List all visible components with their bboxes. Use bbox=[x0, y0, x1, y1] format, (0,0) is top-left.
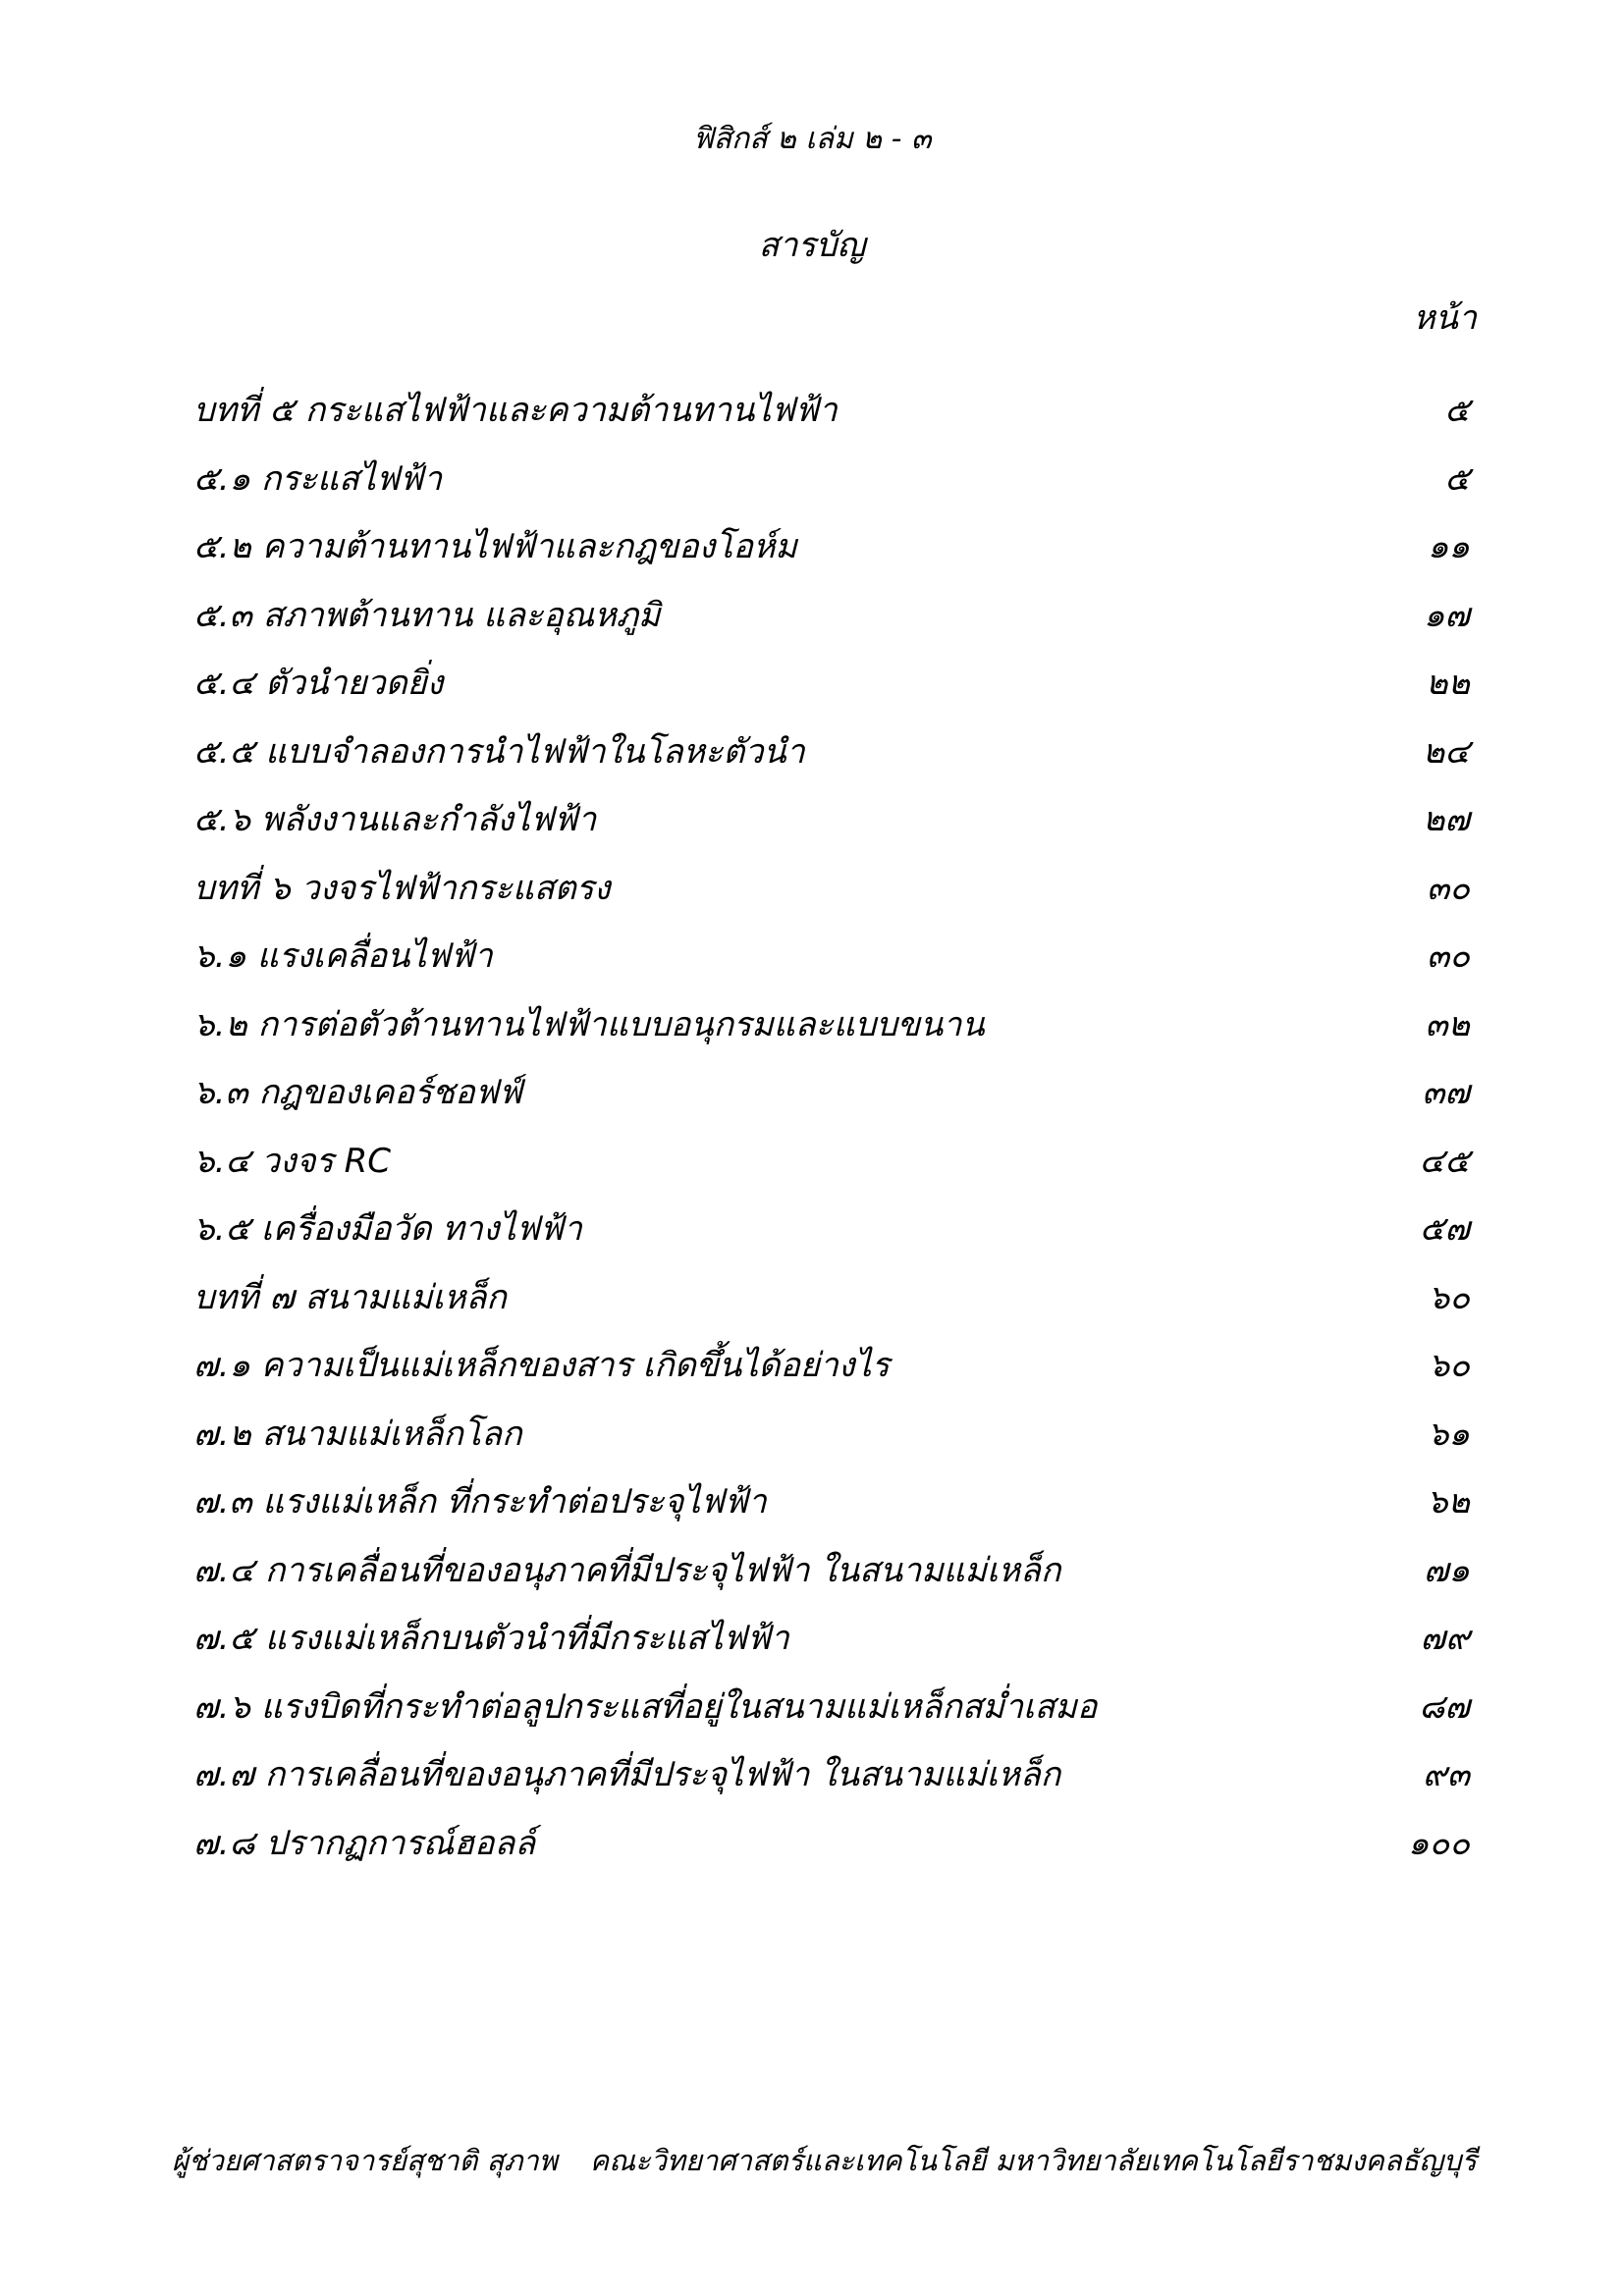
toc-entry-page: ๓๗ bbox=[1422, 1073, 1470, 1112]
toc-entry-page: ๑๑ bbox=[1427, 527, 1470, 566]
toc-entry-title: ๕.๓ สภาพต้านทาน และอุณหภูมิ bbox=[193, 596, 661, 635]
toc-entry-title: ๗.๓ แรงแม่เหล็ก ที่กระทำต่อประจุไฟฟ้า bbox=[193, 1482, 767, 1522]
toc-entry-page: ๖๒ bbox=[1427, 1482, 1470, 1522]
toc-entry-page: ๖๐ bbox=[1428, 1346, 1470, 1385]
toc-entry bbox=[0, 1134, 1624, 1202]
toc-entry-title: ๕.๕ แบบจำลองการนำไฟฟ้าในโลหะตัวนำ bbox=[193, 732, 805, 772]
toc-entry bbox=[0, 929, 1624, 997]
toc-entry-page: ๙๓ bbox=[1422, 1755, 1470, 1794]
toc-entry-title: ๗.๘ ปรากฏการณ์ฮอลล์ bbox=[193, 1824, 536, 1863]
toc-entry-page: ๕ bbox=[1444, 459, 1470, 499]
toc-entry bbox=[0, 1543, 1624, 1612]
toc-entry-page: ๖๑ bbox=[1427, 1415, 1470, 1454]
toc-entry-title: ๖.๔ วงจร RC bbox=[193, 1142, 391, 1181]
toc-entry bbox=[0, 997, 1624, 1066]
toc-entry-page: ๕ bbox=[1444, 391, 1470, 430]
toc-entry-page: ๓๐ bbox=[1427, 869, 1470, 908]
page-column-label: หน้า bbox=[1413, 298, 1477, 338]
toc-entry-title: บทที่ ๗ สนามแม่เหล็ก bbox=[193, 1278, 507, 1317]
toc-entry-title: ๖.๕ เครื่องมือวัด ทางไฟฟ้า bbox=[193, 1209, 582, 1249]
toc-entry-page: ๒๒ bbox=[1426, 664, 1470, 703]
toc-entry bbox=[0, 588, 1624, 657]
page-title: สารบัญ bbox=[758, 226, 866, 265]
toc-entry-title: ๗.๖ แรงบิดที่กระทำต่อลูปกระแสที่อยู่ในสนามแม่เหล็กสม่ำเสมอ bbox=[193, 1687, 1098, 1727]
toc-entry-title: ๕.๑ กระแสไฟฟ้า bbox=[193, 459, 443, 499]
toc-entry-page: ๔๕ bbox=[1419, 1142, 1470, 1181]
toc-entry-page: ๑๗ bbox=[1423, 596, 1470, 635]
toc-entry bbox=[0, 1338, 1624, 1407]
toc-entry bbox=[0, 1611, 1624, 1680]
toc-entry bbox=[0, 1680, 1624, 1748]
toc-entry-title: บทที่ ๕ กระแสไฟฟ้าและความต้านทานไฟฟ้า bbox=[193, 391, 838, 430]
toc-entry-page: ๒๔ bbox=[1422, 732, 1470, 772]
toc-entry bbox=[0, 861, 1624, 930]
toc-entry bbox=[0, 1816, 1624, 1885]
toc-entry-title: ๗.๕ แรงแม่เหล็กบนตัวนำที่มีกระแสไฟฟ้า bbox=[193, 1619, 789, 1658]
toc-entry bbox=[0, 452, 1624, 520]
toc-entry bbox=[0, 724, 1624, 793]
toc-entry-title: ๕.๖ พลังงานและกำลังไฟฟ้า bbox=[193, 800, 597, 839]
toc-entry-page: ๓๒ bbox=[1425, 1005, 1470, 1044]
toc-entry bbox=[0, 1201, 1624, 1270]
toc-entry-title: ๖.๓ กฎของเคอร์ชอฟฟ์ bbox=[193, 1073, 522, 1112]
toc-entry-title: ๕.๔ ตัวนำยวดยิ่ง bbox=[193, 664, 444, 703]
toc-entry-title: บทที่ ๖ วงจรไฟฟ้ากระแสตรง bbox=[193, 869, 611, 908]
toc-entry-title: ๖.๑ แรงเคลื่อนไฟฟ้า bbox=[193, 936, 493, 976]
toc-entry bbox=[0, 1407, 1624, 1475]
toc-entry-title: ๖.๒ การต่อตัวต้านทานไฟฟ้าแบบอนุกรมและแบบขนาน bbox=[193, 1005, 985, 1044]
toc-entry bbox=[0, 383, 1624, 452]
toc-entry-page: ๒๗ bbox=[1423, 800, 1470, 839]
toc-entry-title: ๗.๗ การเคลื่อนที่ของอนุภาคที่มีประจุไฟฟ้า ในสนามแม่เหล็ก bbox=[193, 1755, 1061, 1794]
toc-entry-page: ๘๗ bbox=[1419, 1687, 1470, 1727]
toc-entry bbox=[0, 656, 1624, 724]
toc-entry bbox=[0, 1270, 1624, 1339]
toc-entry bbox=[0, 792, 1624, 861]
toc-entry bbox=[0, 1474, 1624, 1543]
toc-entry-page: ๗๙ bbox=[1420, 1619, 1470, 1658]
toc-entry-title: ๗.๔ การเคลื่อนที่ของอนุภาคที่มีประจุไฟฟ้า ในสนามแม่เหล็ก bbox=[193, 1551, 1061, 1590]
footer-institution: คณะวิทยาศาสตร์และเทคโนโลยี มหาวิทยาลัยเทคโนโลยีราชมงคลธัญบุรี bbox=[589, 2144, 1477, 2177]
toc-entry-title: ๗.๒ สนามแม่เหล็กโลก bbox=[193, 1415, 522, 1454]
toc-entry-page: ๓๐ bbox=[1427, 936, 1470, 976]
toc-entry-title: ๕.๒ ความต้านทานไฟฟ้าและกฎของโอห์ม bbox=[193, 527, 797, 566]
toc-entry bbox=[0, 1747, 1624, 1816]
toc-entry bbox=[0, 1065, 1624, 1134]
running-header: ฟิสิกส์ ๒ เล่ม ๒ - ๓ bbox=[692, 122, 932, 156]
toc-entry bbox=[0, 519, 1624, 588]
toc-entry-page: ๕๗ bbox=[1419, 1209, 1470, 1249]
footer-author: ผู้ช่วยศาสตราจารย์สุชาติ สุภาพ bbox=[172, 2144, 558, 2177]
toc-entry-page: ๗๑ bbox=[1423, 1551, 1470, 1590]
toc-entry-title: ๗.๑ ความเป็นแม่เหล็กของสาร เกิดขึ้นได้อย่างไร bbox=[193, 1346, 890, 1385]
toc-entry-page: ๖๐ bbox=[1428, 1278, 1470, 1317]
toc-entry-page: ๑๐๐ bbox=[1407, 1824, 1470, 1863]
